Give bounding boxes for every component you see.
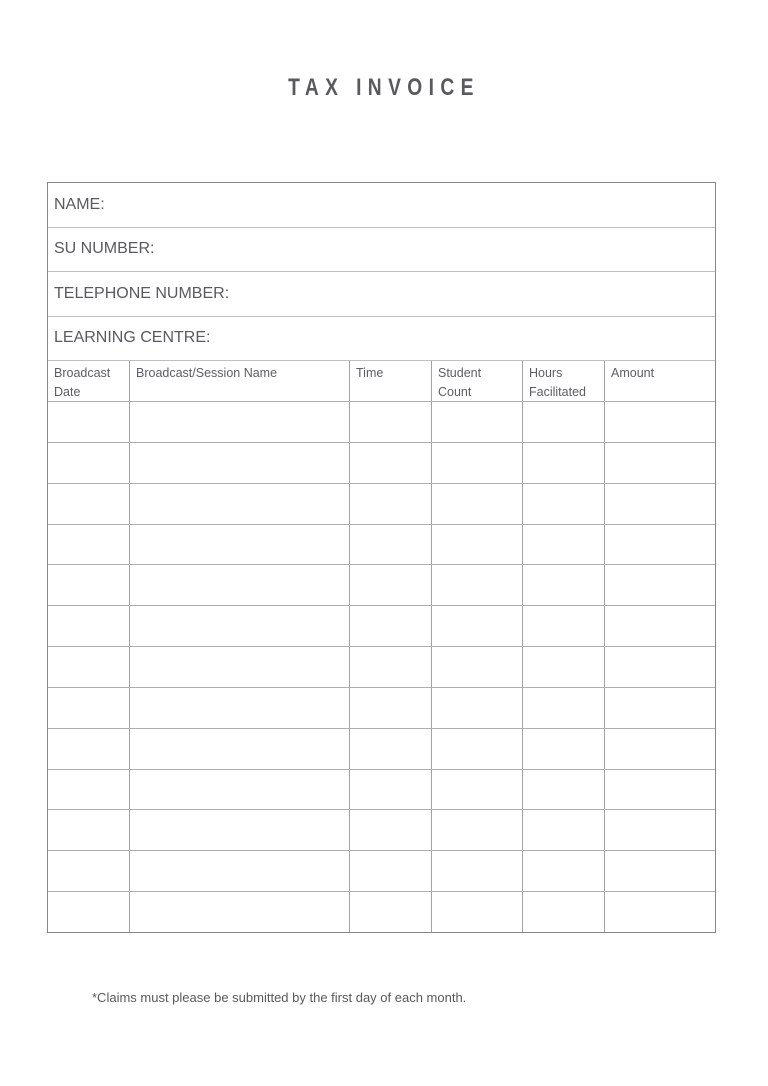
table-cell-broadcast-date[interactable] [48, 647, 130, 687]
table-cell-hours-facilitated[interactable] [523, 810, 605, 850]
table-cell-student-count[interactable] [432, 729, 523, 769]
table-cell-session-name[interactable] [130, 606, 350, 646]
table-cell-hours-facilitated[interactable] [523, 484, 605, 524]
table-cell-broadcast-date[interactable] [48, 729, 130, 769]
table-cell-time[interactable] [350, 851, 432, 891]
table-cell-student-count[interactable] [432, 484, 523, 524]
table-row [48, 809, 715, 850]
table-cell-hours-facilitated[interactable] [523, 402, 605, 442]
table-row [48, 728, 715, 769]
info-row-name [48, 183, 715, 228]
table-cell-time[interactable] [350, 729, 432, 769]
table-row [48, 646, 715, 687]
table-cell-broadcast-date[interactable] [48, 688, 130, 728]
table-cell-broadcast-date[interactable] [48, 484, 130, 524]
table-cell-hours-facilitated[interactable] [523, 443, 605, 483]
table-cell-student-count[interactable] [432, 770, 523, 810]
info-value-name[interactable] [105, 183, 715, 227]
table-cell-session-name[interactable] [130, 851, 350, 891]
invoice-form [47, 182, 716, 933]
table-cell-amount[interactable] [605, 525, 715, 565]
info-value-learning-centre[interactable] [210, 317, 715, 361]
table-cell-amount[interactable] [605, 565, 715, 605]
page-title: TAX INVOICE [288, 74, 480, 101]
table-cell-broadcast-date[interactable] [48, 810, 130, 850]
table-cell-hours-facilitated[interactable] [523, 606, 605, 646]
table-cell-hours-facilitated[interactable] [523, 729, 605, 769]
info-label-su-number: SU NUMBER: [54, 240, 155, 258]
table-row [48, 564, 715, 605]
table-row [48, 605, 715, 646]
table-cell-time[interactable] [350, 525, 432, 565]
table-cell-broadcast-date[interactable] [48, 606, 130, 646]
table-cell-hours-facilitated[interactable] [523, 565, 605, 605]
table-cell-time[interactable] [350, 688, 432, 728]
info-row-telephone-number [48, 272, 715, 317]
table-cell-session-name[interactable] [130, 443, 350, 483]
table-cell-student-count[interactable] [432, 565, 523, 605]
info-label-learning-centre: LEARNING CENTRE: [54, 329, 211, 347]
column-header-amount: Amount [611, 366, 655, 380]
table-cell-student-count[interactable] [432, 606, 523, 646]
table-cell-amount[interactable] [605, 729, 715, 769]
table-cell-time[interactable] [350, 647, 432, 687]
table-cell-hours-facilitated[interactable] [523, 851, 605, 891]
table-row [48, 891, 715, 932]
table-cell-amount[interactable] [605, 810, 715, 850]
table-cell-student-count[interactable] [432, 402, 523, 442]
table-cell-hours-facilitated[interactable] [523, 688, 605, 728]
table-row [48, 850, 715, 891]
table-cell-time[interactable] [350, 565, 432, 605]
table-row [48, 769, 715, 810]
column-header-broadcast-date: Broadcast Date [48, 361, 130, 401]
info-value-telephone-number[interactable] [229, 272, 715, 316]
table-cell-time[interactable] [350, 770, 432, 810]
table-cell-amount[interactable] [605, 606, 715, 646]
table-cell-student-count[interactable] [432, 525, 523, 565]
info-label-telephone-number: TELEPHONE NUMBER: [54, 284, 230, 302]
column-header-student-count: Student Count [432, 361, 523, 401]
table-cell-amount[interactable] [605, 688, 715, 728]
column-header-time: Time [350, 361, 432, 401]
table-cell-student-count[interactable] [432, 892, 523, 932]
table-cell-amount[interactable] [605, 402, 715, 442]
table-cell-session-name[interactable] [130, 770, 350, 810]
table-cell-student-count[interactable] [432, 443, 523, 483]
column-header-session-name: Broadcast/Session Name [130, 361, 350, 401]
table-cell-hours-facilitated[interactable] [523, 647, 605, 687]
table-cell-session-name[interactable] [130, 892, 350, 932]
footnote: *Claims must please be submitted by the first day of each month. [92, 990, 467, 1005]
info-row-learning-centre [48, 317, 715, 362]
table-cell-broadcast-date[interactable] [48, 525, 130, 565]
table-cell-session-name[interactable] [130, 484, 350, 524]
table-cell-hours-facilitated[interactable] [523, 525, 605, 565]
table-cell-session-name[interactable] [130, 647, 350, 687]
table-cell-broadcast-date[interactable] [48, 770, 130, 810]
table-cell-time[interactable] [350, 606, 432, 646]
table-cell-amount[interactable] [605, 484, 715, 524]
table-cell-time[interactable] [350, 892, 432, 932]
table-cell-amount[interactable] [605, 443, 715, 483]
column-header-hours-facilitated: Hours Facilitated [523, 361, 605, 401]
table-row [48, 483, 715, 524]
table-cell-amount[interactable] [605, 770, 715, 810]
table-cell-hours-facilitated[interactable] [523, 892, 605, 932]
table-cell-student-count[interactable] [432, 688, 523, 728]
table-cell-hours-facilitated[interactable] [523, 770, 605, 810]
table-cell-amount[interactable] [605, 892, 715, 932]
table-row [48, 687, 715, 728]
table-row [48, 442, 715, 483]
table-cell-session-name[interactable] [130, 402, 350, 442]
table-cell-time[interactable] [350, 810, 432, 850]
table-cell-student-count[interactable] [432, 647, 523, 687]
table-row [48, 401, 715, 442]
table-cell-student-count[interactable] [432, 851, 523, 891]
table-cell-amount[interactable] [605, 647, 715, 687]
table-cell-broadcast-date[interactable] [48, 892, 130, 932]
table-header-row [48, 361, 715, 401]
info-label-name: NAME: [54, 195, 105, 213]
table-body [48, 401, 715, 932]
table-cell-broadcast-date[interactable] [48, 402, 130, 442]
table-cell-session-name[interactable] [130, 565, 350, 605]
table-cell-session-name[interactable] [130, 525, 350, 565]
info-value-su-number[interactable] [154, 228, 715, 272]
info-row-su-number [48, 228, 715, 273]
table-cell-student-count[interactable] [432, 810, 523, 850]
table-cell-session-name[interactable] [130, 688, 350, 728]
table-cell-time[interactable] [350, 402, 432, 442]
table-cell-session-name[interactable] [130, 810, 350, 850]
table-cell-time[interactable] [350, 484, 432, 524]
table-cell-broadcast-date[interactable] [48, 443, 130, 483]
table-cell-broadcast-date[interactable] [48, 565, 130, 605]
table-cell-amount[interactable] [605, 851, 715, 891]
table-cell-session-name[interactable] [130, 729, 350, 769]
table-cell-broadcast-date[interactable] [48, 851, 130, 891]
table-row [48, 524, 715, 565]
table-cell-time[interactable] [350, 443, 432, 483]
